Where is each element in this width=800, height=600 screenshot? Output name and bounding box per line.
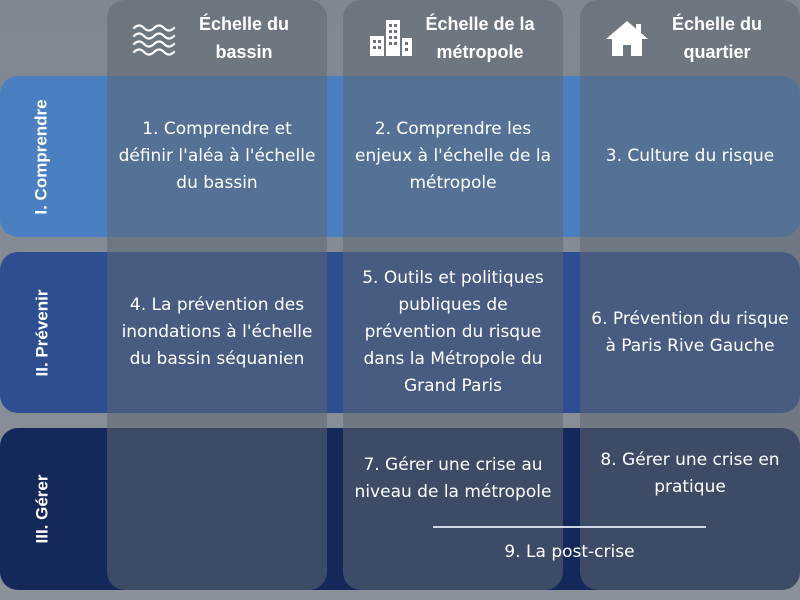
house-icon <box>603 18 651 58</box>
cell-9: 9. La post-crise <box>504 541 635 562</box>
row-label-text: I. Comprendre <box>32 98 51 215</box>
column-title: Échelle du bassin <box>198 14 290 62</box>
divider-line <box>433 526 706 528</box>
row-label-prevenir <box>0 252 84 413</box>
cell-1: 1. Comprendre et définir l'aléa à l'échelle du bassin <box>118 119 316 193</box>
row-label-text: III. Gérer <box>31 474 51 544</box>
row-label-comprendre <box>0 76 84 237</box>
cell-3: 3. Culture du risque <box>605 146 775 166</box>
column-header-quartier <box>580 0 800 76</box>
cell-4: 4. La prévention des inondations à l'échelle du bassin séquanien <box>121 295 313 369</box>
column-header-metropole <box>343 0 563 76</box>
cell-7: 7. Gérer une crise au niveau de la métropole <box>354 455 552 502</box>
cell-2: 2. Comprendre les enjeux à l'échelle de la métropole <box>354 119 551 193</box>
column-header-bassin <box>107 0 327 76</box>
cell-5: 5. Outils et politiques publiques de prévention du risque dans la Métropole du Grand Paris <box>362 268 544 396</box>
column-title: Échelle du quartier <box>671 14 763 62</box>
cell-6: 6. Prévention du risque à Paris Rive Gauche <box>591 308 789 356</box>
cell-8: 8. Gérer une crise en pratique <box>600 450 780 497</box>
waves-icon <box>130 18 178 58</box>
buildings-icon <box>366 18 414 58</box>
row-label-gerer <box>0 428 84 590</box>
column-title: Échelle de la métropole <box>425 14 535 62</box>
row-label-text: II. Prévenir <box>32 289 51 376</box>
